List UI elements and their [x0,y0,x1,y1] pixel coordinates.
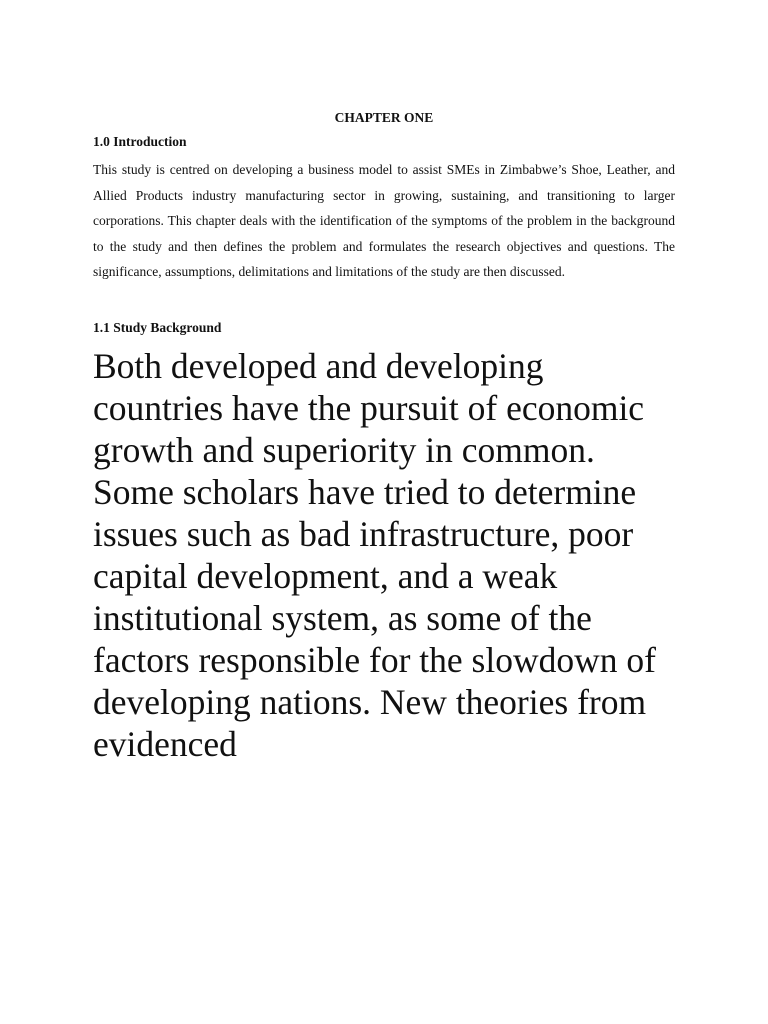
intro-paragraph: This study is centred on developing a business model to assist SMEs in Zimbabwe’s Shoe, Leather, and Allied Products industry manufacturing sector in growing, sustaining, and transitioning to larger corporations. This chapter deals with the identification of the symptoms of the problem in the background to the study and then defines the problem and formulates the research objectives and questions. The significance, assumptions, delimitations and limitations of the study are then discussed. [93,162,675,280]
chapter-title: CHAPTER ONE [334,110,434,125]
intro-heading: 1.0 Introduction [93,134,187,149]
background-heading: 1.1 Study Background [93,320,222,335]
background-paragraph: Both developed and developing countries have the pursuit of economic growth and superiority in common. Some scholars have tried to determine issues such as bad infrastructure, poor capital development, and a weak institutional system, as some of the factors responsible for the slowdown of developing nations. New theories from evidenced [93,346,656,764]
